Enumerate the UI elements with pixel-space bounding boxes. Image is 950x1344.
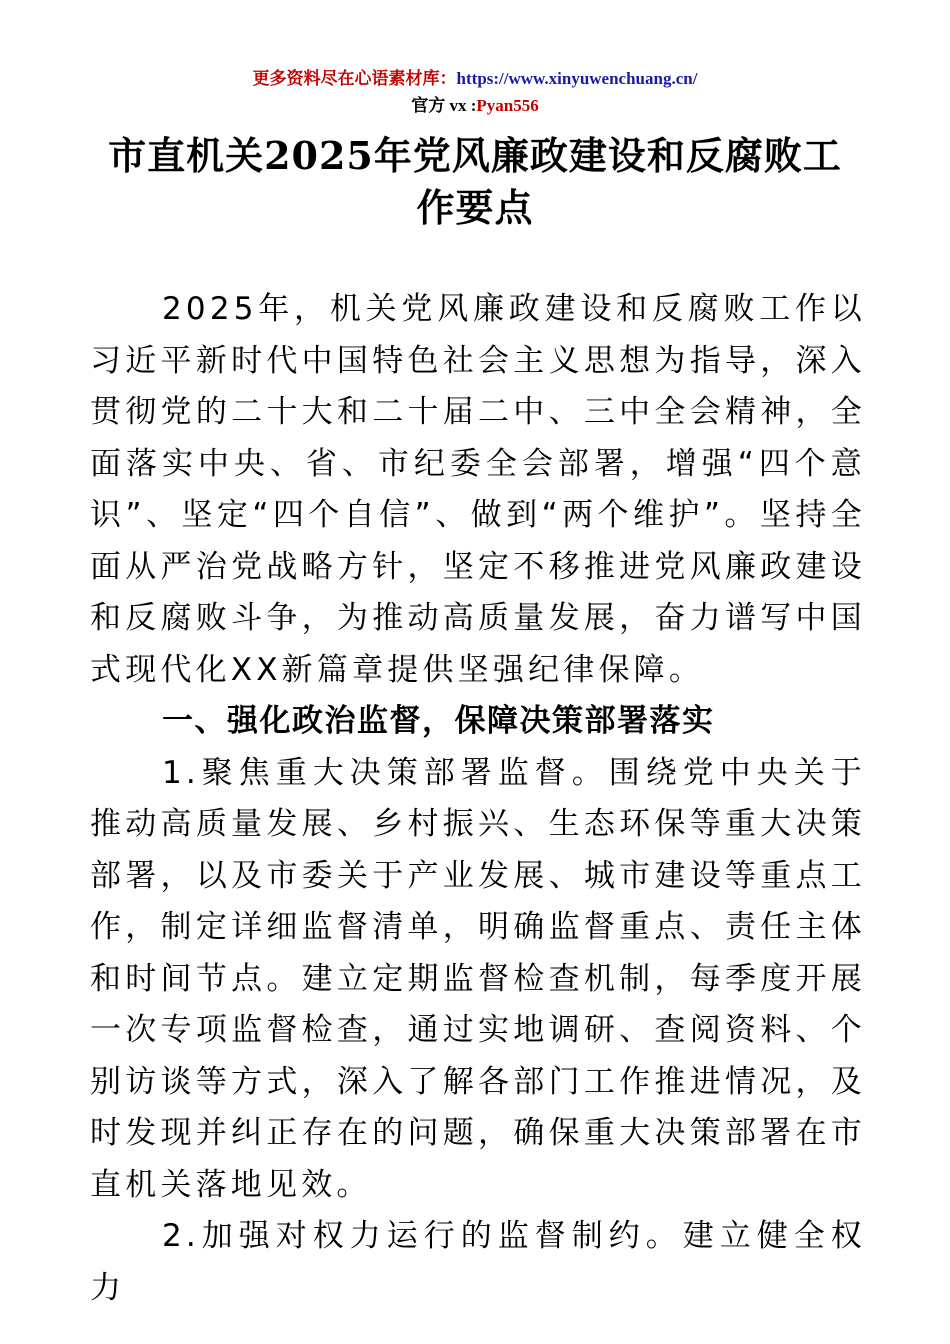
- section-heading: 一、强化政治监督，保障决策部署落实: [162, 703, 715, 739]
- contact-id: Pyan556: [476, 96, 539, 115]
- promo-label: 更多资料尽在心语素材库：: [252, 69, 457, 88]
- promo-link[interactable]: https://www.xinyuwenchuang.cn/: [456, 69, 698, 88]
- document-body: [90, 284, 866, 1314]
- contact-label: 官方 vx :: [411, 96, 477, 115]
- contact-line: [0, 95, 950, 117]
- item-paragraph: 2.加强对权力运行的监督制约。建立健全权力: [90, 1218, 866, 1306]
- document-title: 市直机关2025年党风廉政建设和反腐败工作要点: [108, 133, 842, 230]
- promo-header: [0, 68, 950, 90]
- intro-paragraph: 2025年，机关党风廉政建设和反腐败工作以习近平新时代中国特色社会主义思想为指导，深入贯彻党的二十大和二十届二中、三中全会精神，全面落实中央、省、市纪委全会部署，增强“四个意识”、坚定“四个自信”、做到“两个维护”。坚持全面从严治党战略方针，坚定不移推进党风廉政建设和反腐败斗争，为推动高质量发展，奋力谱写中国式现代化XX新篇章提供坚强纪律保障。: [90, 291, 866, 688]
- item-paragraph: 1.聚焦重大决策部署监督。围绕党中央关于推动高质量发展、乡村振兴、生态环保等重大决策部署，以及市委关于产业发展、城市建设等重点工作，制定详细监督清单，明确监督重点、责任主体和时间节点。建立定期监督检查机制，每季度开展一次专项监督检查，通过实地调研、查阅资料、个别访谈等方式，深入了解各部门工作推进情况，及时发现并纠正存在的问题，确保重大决策部署在市直机关落地见效。: [90, 754, 866, 1203]
